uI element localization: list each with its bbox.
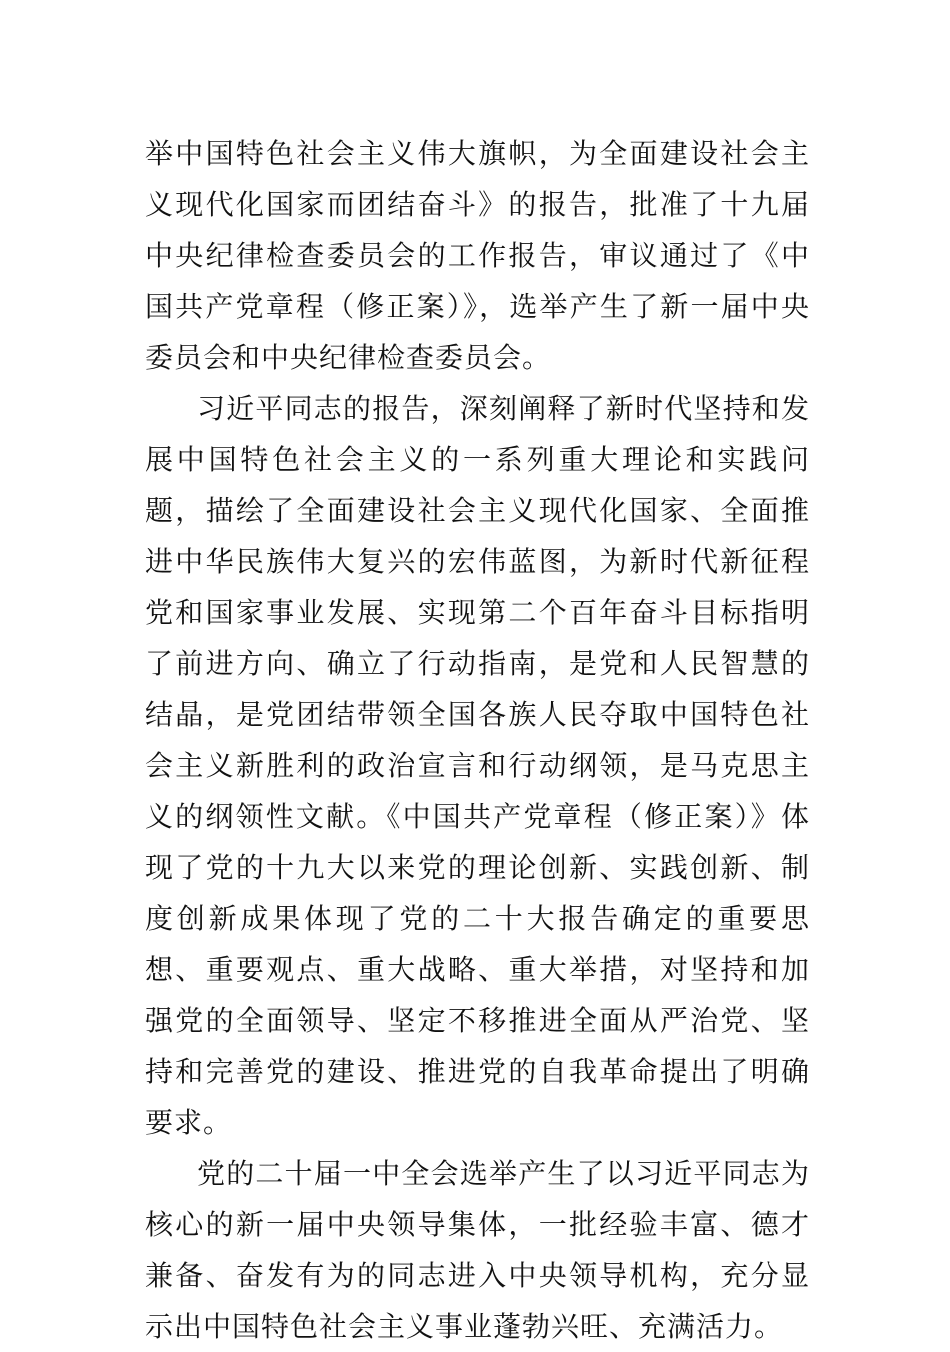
paragraph-report-summary: 习近平同志的报告，深刻阐释了新时代坚持和发展中国特色社会主义的一系列重大理论和实践问题，描绘了全面建设社会主义现代化国家、全面推进中华民族伟大复兴的宏伟蓝图，为新时代新征程党和国家事业发展、实现第二个百年奋斗目标指明了前进方向、确立了行动指南，是党和人民智慧的结晶，是党团结带领全国各族人民夺取中国特色社会主义新胜利的政治宣言和行动纲领，是马克思主义的纲领性文献。《中国共产党章程（修正案）》体现了党的十九大以来党的理论创新、实践创新、制度创新成果体现了党的二十大报告确定的重要思想、重要观点、重大战略、重大举措，对坚持和加强党的全面领导、坚定不移推进全面从严治党、坚持和完善党的建设、推进党的自我革命提出了明确要求。 [145,392,810,1139]
paragraph-leadership: 党的二十届一中全会选举产生了以习近平同志为核心的新一届中央领导集体，一批经验丰富、德才兼备、奋发有为的同志进入中央领导机构，充分显示出中国特色社会主义事业蓬勃兴旺、充满活力。 [145,1157,810,1343]
document-body [145,128,810,1352]
paragraph-continued: 举中国特色社会主义伟大旗帜，为全面建设社会主义现代化国家而团结奋斗》的报告，批准了十九届中央纪律检查委员会的工作报告，审议通过了《中国共产党章程（修正案）》，选举产生了新一届中央委员会和中央纪律检查委员会。 [145,137,810,374]
